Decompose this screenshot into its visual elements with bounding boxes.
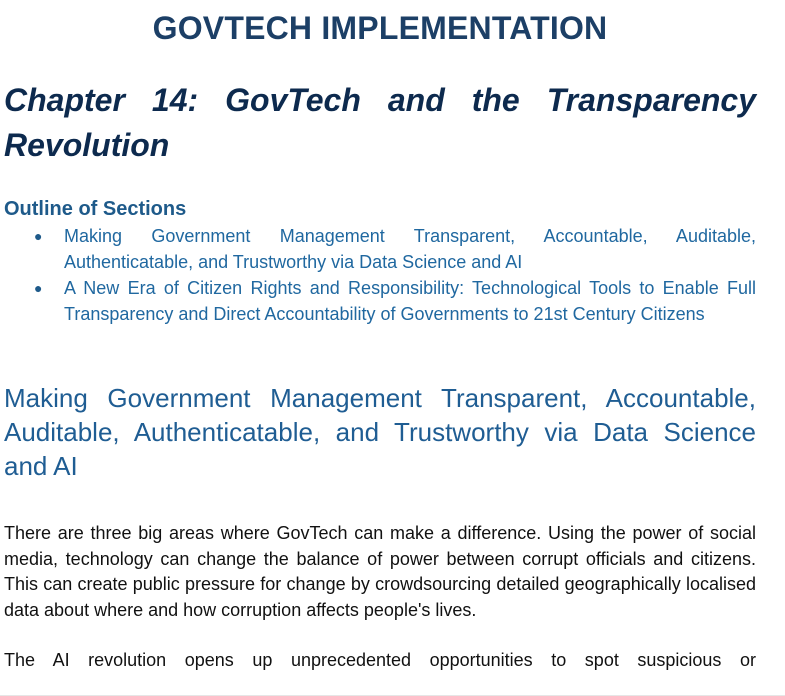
section-heading: Making Government Management Transparent, Accountable, Auditable, Authenticatable, and Trustworthy via Data Science and AI bbox=[4, 383, 756, 481]
bullet-icon: ● bbox=[34, 228, 43, 244]
bullet-icon: ● bbox=[34, 280, 43, 296]
outline-heading: Outline of Sections bbox=[4, 198, 187, 220]
outline-item[interactable] bbox=[4, 275, 756, 327]
outline-item-text[interactable]: A New Era of Citizen Rights and Responsibility: Technological Tools to Enable Full Transparency and Direct Accountability of Governments to 21st Century Citizens bbox=[64, 278, 756, 324]
outline-item-text[interactable]: Making Government Management Transparent, Accountable, Auditable, Authenticatable, and Trustworthy via Data Science and AI bbox=[64, 226, 756, 272]
body-paragraph: There are three big areas where GovTech can make a difference. Using the power of social media, technology can change the balance of power between corrupt officials and citizens. This can create public pressure for change by crowdsourcing detailed geographically localised data about where and how corruption affects people's lives. bbox=[4, 523, 756, 620]
chapter-title: Chapter 14: GovTech and the Transparency Revolution bbox=[4, 82, 756, 163]
outline-item[interactable] bbox=[4, 223, 756, 275]
document-title: GOVTECH IMPLEMENTATION bbox=[152, 10, 608, 46]
document-page bbox=[4, 0, 756, 674]
body-paragraph: The AI revolution opens up unprecedented opportunities to spot suspicious or bbox=[4, 650, 756, 670]
outline-list bbox=[4, 223, 756, 327]
